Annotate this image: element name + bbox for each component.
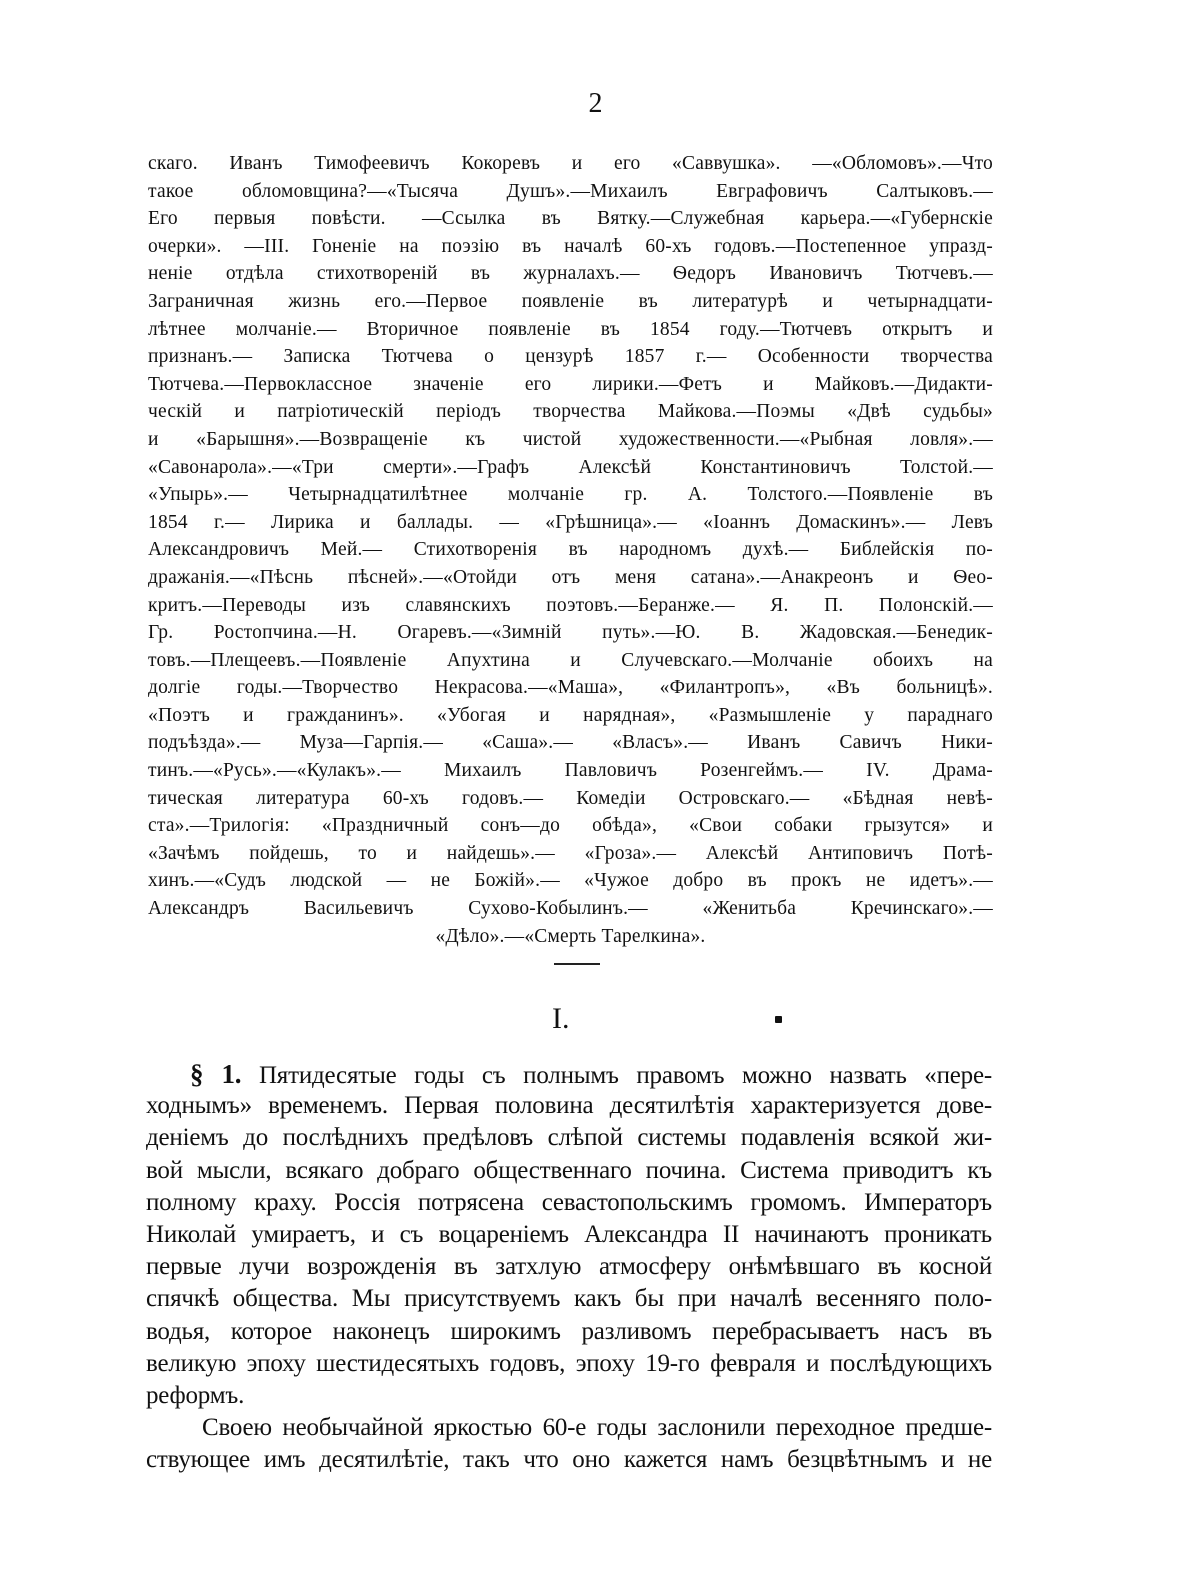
contents-line: Тютчева.—Первоклассное значеніе его лирики.—Фетъ и Майковъ.—Дидакти- — [148, 373, 993, 395]
contents-line: ста».—Трилогія: «Праздничный сонъ—до обѣда», «Свои собаки грызутся» и — [148, 815, 993, 837]
contents-line: товъ.—Плещеевъ.—Появленіе Апухтина и Случевскаго.—Молчаніе обоихъ на — [148, 649, 993, 671]
body-text — [146, 1058, 992, 1476]
contents-line: критъ.—Переводы изъ славянскихъ поэтовъ.—Беранже.— Я. П. Полонскій.— — [148, 594, 993, 616]
paragraph-line: вой мысли, всякаго добраго общественнаго почина. Система приводитъ къ — [146, 1156, 992, 1184]
paragraph-line: Своею необычайной яркостью 60-е годы заслонили переходное предше- — [202, 1414, 992, 1442]
contents-line: тинъ.—«Русь».—«Кулакъ».— Михаилъ Павловичъ Розенгеймъ.— IV. Драма- — [148, 760, 993, 782]
contents-line: признанъ.— Записка Тютчева о цензурѣ 1857 г.— Особенности творчества — [148, 346, 993, 368]
stray-dot-mark — [775, 1016, 782, 1023]
paragraph-line: ствующее имъ десятилѣтіе, такъ что оно кажется намъ безцвѣтнымъ и не — [146, 1446, 992, 1474]
paragraph-line — [146, 1058, 992, 1090]
contents-line: такое обломовщина?—«Тысяча Душъ».—Михаилъ Евграфовичъ Салтыковъ.— — [148, 180, 993, 202]
contents-line: Заграничная жизнь его.—Первое появленіе въ литературѣ и четырнадцати- — [148, 290, 993, 312]
contents-line: «Савонарола».—«Три смерти».—Графъ Алексѣй Константиновичъ Толстой.— — [148, 456, 993, 478]
paragraph-line: спячкѣ общества. Мы присутствуемъ какъ бы при началѣ весенняго поло- — [146, 1285, 992, 1313]
section-divider — [554, 963, 600, 965]
contents-line: очерки». —III. Гоненіе на поэзію въ началѣ 60-хъ годовъ.—Постепенное упразд- — [148, 235, 993, 257]
paragraph-line: полному краху. Россія потрясена севастопольскимъ громомъ. Императоръ — [146, 1188, 992, 1216]
paragraph-line: деніемъ до послѣднихъ предѣловъ слѣпой системы подавленія всякой жи- — [146, 1124, 992, 1152]
contents-line: неніе отдѣла стихотвореній въ журналахъ.— Ѳедоръ Ивановичъ Тютчевъ.— — [148, 263, 993, 285]
contents-line: Александръ Васильевичъ Сухово-Кобылинъ.— «Женитьба Кречинскаго».— — [148, 898, 993, 920]
page-number: 2 — [588, 88, 603, 119]
contents-line: «Упырь».— Четырнадцатилѣтнее молчаніе гр. А. Толстого.—Появленіе въ — [148, 484, 993, 506]
contents-line: долгіе годы.—Творчество Некрасова.—«Маша», «Филантропъ», «Въ больницѣ». — [148, 677, 993, 699]
paragraph-line: Николай умираетъ, и съ воцареніемъ Александра II начинаютъ проникать — [146, 1220, 992, 1248]
contents-line: ческій и патріотическій періодъ творчества Майкова.—Поэмы «Двѣ судьбы» — [148, 401, 993, 423]
contents-line: дражанія.—«Пѣснь пѣсней».—«Отойди отъ меня сатана».—Анакреонъ и Ѳео- — [148, 566, 993, 588]
contents-line: «Дѣло».—«Смерть Тарелкина». — [435, 925, 706, 947]
section-mark: § 1. — [190, 1059, 242, 1089]
paragraph-line: великую эпоху шестидесятыхъ годовъ, эпоху 19-го февраля и послѣдующихъ — [146, 1349, 992, 1377]
contents-line: скаго. Иванъ Тимофеевичъ Кокоревъ и его «Саввушка». —«Обломовъ».—Что — [148, 153, 993, 174]
contents-line: Александровичъ Мей.— Стихотворенія въ народномъ духѣ.— Библейскія по- — [148, 539, 993, 561]
contents-line: и «Барышня».—Возвращеніе къ чистой художественности.—«Рыбная ловля».— — [148, 428, 993, 450]
chapter-heading: I. — [552, 1002, 570, 1035]
contents-line: подъѣзда».— Муза—Гарпія.— «Саша».— «Власъ».— Иванъ Савичъ Ники- — [148, 732, 993, 754]
paragraph-line: реформъ. — [146, 1381, 245, 1409]
contents-line: Гр. Ростопчина.—Н. Огаревъ.—«Зимній путь».—Ю. В. Жадовская.—Бенедик- — [148, 622, 993, 644]
contents-line: 1854 г.— Лирика и баллады. — «Грѣшница».— «Іоаннъ Домаскинъ».— Левъ — [148, 511, 993, 533]
contents-line: «Поэтъ и гражданинъ». «Убогая и нарядная», «Размышленіе у параднаго — [148, 704, 993, 726]
paragraph-line: ходнымъ» временемъ. Первая половина десятилѣтія характеризуется дове- — [146, 1092, 992, 1120]
contents-line: тическая литература 60-хъ годовъ.— Комедіи Островскаго.— «Бѣдная невѣ- — [148, 787, 993, 809]
paragraph-line-text: Пятидесятые годы съ полнымъ правомъ можно назвать «пере- — [258, 1062, 992, 1089]
contents-line: хинъ.—«Судъ людской — не Божій».— «Чужое добро въ прокъ не идетъ».— — [148, 870, 993, 892]
contents-line: «Зачѣмъ пойдешь, то и найдешь».— «Гроза».— Алексѣй Антиповичъ Потѣ- — [148, 842, 993, 864]
paragraph-line: водья, которое наконецъ широкимъ разливомъ перебрасываетъ насъ въ — [146, 1317, 992, 1345]
chapter-contents-summary — [148, 150, 993, 950]
contents-line: Его первыя повѣсти. —Ссылка въ Вятку.—Служебная карьера.—«Губернскіе — [148, 208, 993, 230]
contents-line: лѣтнее молчаніе.— Вторичное появленіе въ 1854 году.—Тютчевъ открытъ и — [148, 318, 993, 340]
paragraph-line: первые лучи возрожденія въ затхлую атмосферу онѣмѣвшаго въ косной — [146, 1253, 992, 1281]
